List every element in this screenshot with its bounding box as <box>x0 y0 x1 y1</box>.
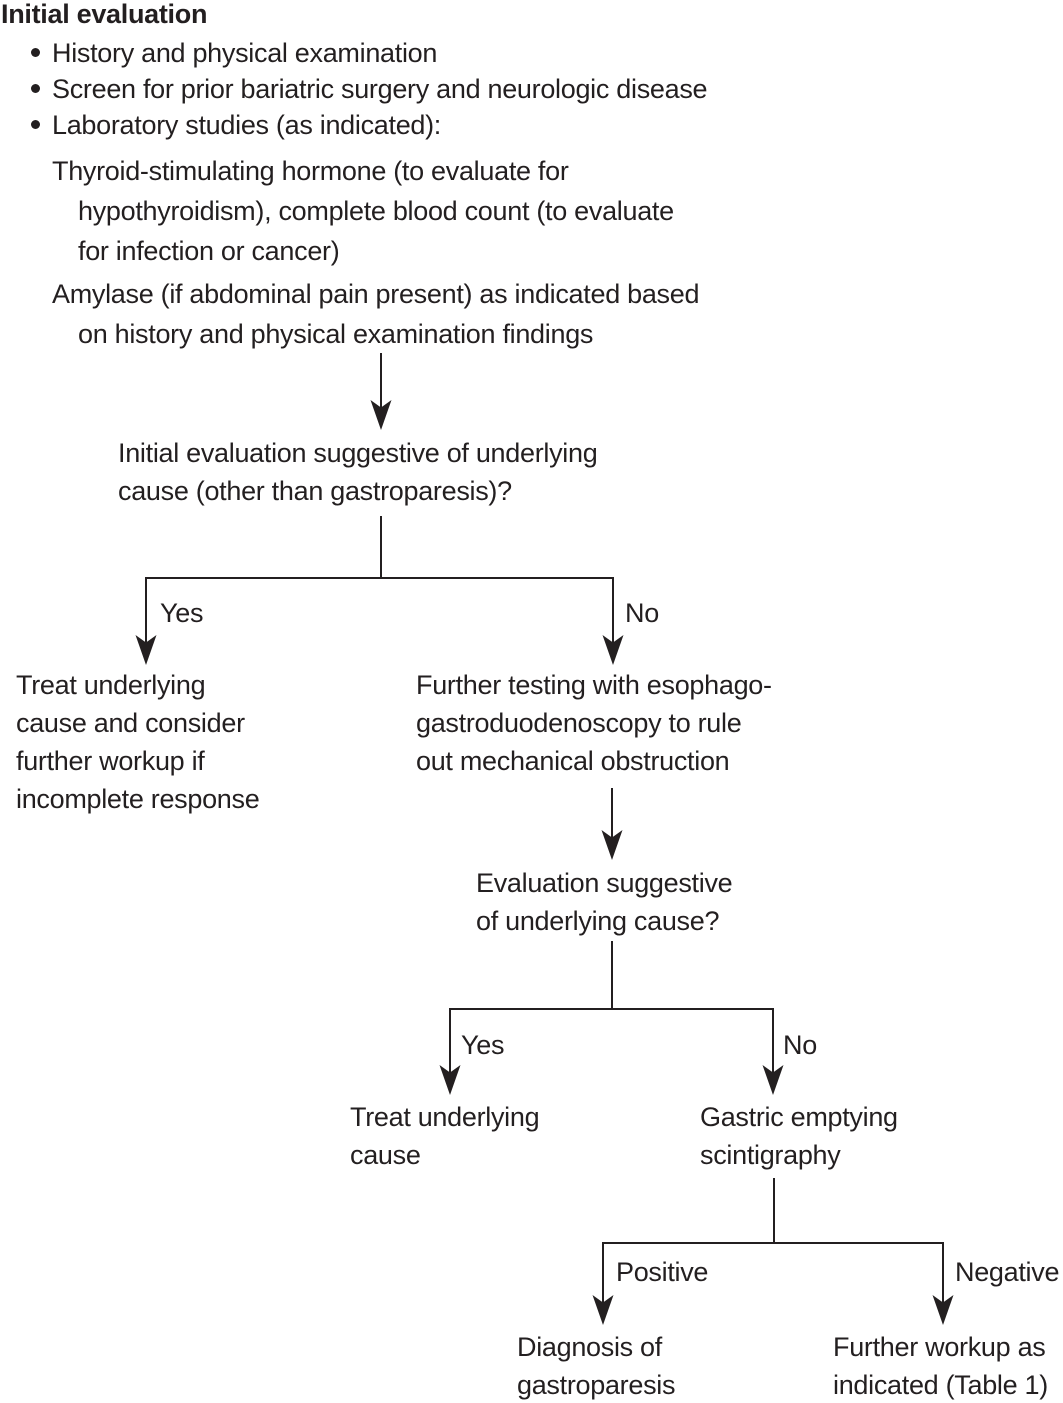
egd-testing-line2: gastroduodenoscopy to rule <box>416 708 742 738</box>
treat-cause-full-line4: incomplete response <box>16 784 260 814</box>
connector-branch1 <box>136 516 624 665</box>
egd-testing-line1: Further testing with esophago- <box>416 670 772 700</box>
diagnosis-line1: Diagnosis of <box>517 1332 662 1362</box>
bullet-icon <box>31 48 40 57</box>
treat-cause-full-line1: Treat underlying <box>16 670 206 700</box>
lab-note-tsh-line2: hypothyroidism), complete blood count (to evaluate <box>78 196 674 226</box>
treat-cause-full-line3: further workup if <box>16 746 205 776</box>
lab-note-tsh-line3: for infection or cancer) <box>78 236 340 266</box>
treat-cause-short-line2: cause <box>350 1140 421 1170</box>
question-initial-line2: cause (other than gastroparesis)? <box>118 476 512 506</box>
branch3-negative-label: Negative <box>955 1257 1060 1287</box>
page-title: Initial evaluation <box>1 0 208 29</box>
connector-initial-to-question1 <box>371 353 392 430</box>
treat-cause-full-line2: cause and consider <box>16 708 245 738</box>
scintigraphy-line1: Gastric emptying <box>700 1102 898 1132</box>
bullet-icon <box>31 84 40 93</box>
question-initial-line1: Initial evaluation suggestive of underlying <box>118 438 598 468</box>
bullet-icon <box>31 120 40 129</box>
branch1-yes-label: Yes <box>160 598 204 628</box>
branch3-positive-label: Positive <box>616 1257 709 1287</box>
branch1-no-label: No <box>625 598 659 628</box>
question-egd-line1: Evaluation suggestive <box>476 868 733 898</box>
branch2-yes-label: Yes <box>461 1030 505 1060</box>
connector-branch2 <box>440 941 784 1095</box>
lab-note-amylase-line1: Amylase (if abdominal pain present) as indicated based <box>52 279 700 309</box>
bullet-item-laboratory: Laboratory studies (as indicated): <box>52 110 442 140</box>
diagnosis-line2: gastroparesis <box>517 1370 676 1400</box>
further-workup-line2: indicated (Table 1) <box>833 1370 1048 1400</box>
egd-testing-line3: out mechanical obstruction <box>416 746 730 776</box>
branch2-no-label: No <box>783 1030 817 1060</box>
question-egd-line2: of underlying cause? <box>476 906 720 936</box>
treat-cause-short-line1: Treat underlying <box>350 1102 540 1132</box>
scintigraphy-line2: scintigraphy <box>700 1140 841 1170</box>
connector-egd-to-question2 <box>602 788 623 860</box>
connector-branch3 <box>593 1178 954 1325</box>
bullet-item-screen: Screen for prior bariatric surgery and neurologic disease <box>52 74 708 104</box>
lab-note-amylase-line2: on history and physical examination findings <box>78 319 594 349</box>
further-workup-line1: Further workup as <box>833 1332 1046 1362</box>
lab-note-tsh-line1: Thyroid-stimulating hormone (to evaluate for <box>52 156 569 186</box>
bullet-item-history: History and physical examination <box>52 38 438 68</box>
